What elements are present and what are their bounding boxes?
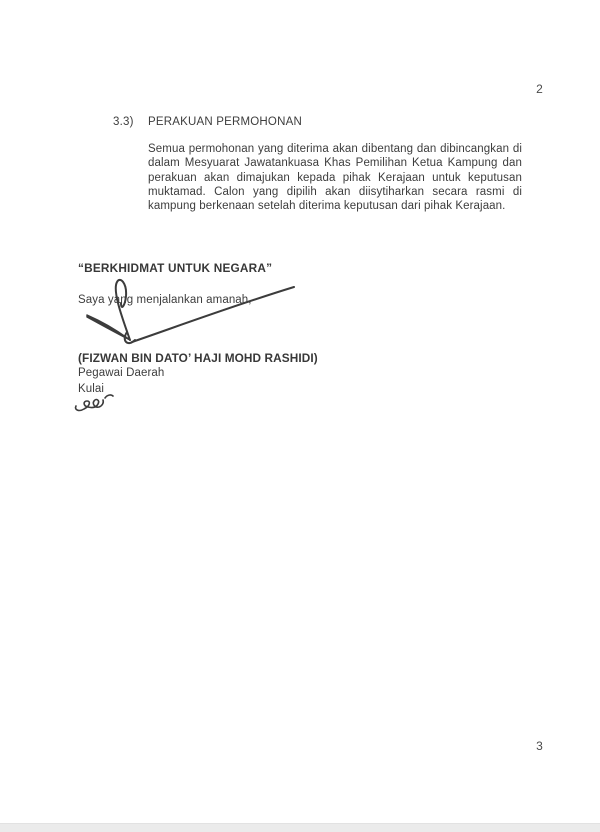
- signatory-location: Kulai: [78, 382, 105, 395]
- salutation-line: Saya yang menjalankan amanah,: [78, 294, 252, 306]
- motto-line: “BERKHIDMAT UNTUK NEGARA”: [78, 261, 273, 275]
- jawi-initials-icon: [70, 392, 122, 416]
- signatory-block: [78, 351, 318, 397]
- section-body-paragraph: Semua permohonan yang diterima akan dibentang dan dibincangkan di dalam Mesyuarat Jawatankuasa Khas Pemilihan Ketua Kampung dan perakuan akan dimajukan kepada pihak Kerajaan untuk keputusan muktamad. Calon yang dipilih akan diisytiharkan secara rasmi di kampung berkenaan setelah diterima keputusan dari pihak Kerajaan.: [148, 143, 522, 213]
- signature-scribble-icon: [70, 270, 310, 355]
- signatory-title: Pegawai Daerah: [78, 367, 165, 380]
- page-edge-strip: [0, 823, 600, 832]
- section-heading: [113, 116, 302, 128]
- page-number-top: 2: [536, 82, 543, 96]
- signatory-name: (FIZWAN BIN DATO’ HAJI MOHD RASHIDI): [78, 351, 318, 365]
- section-number: 3.3): [113, 116, 134, 128]
- page-number-bottom: 3: [536, 739, 543, 753]
- section-title: PERAKUAN PERMOHONAN: [148, 116, 302, 128]
